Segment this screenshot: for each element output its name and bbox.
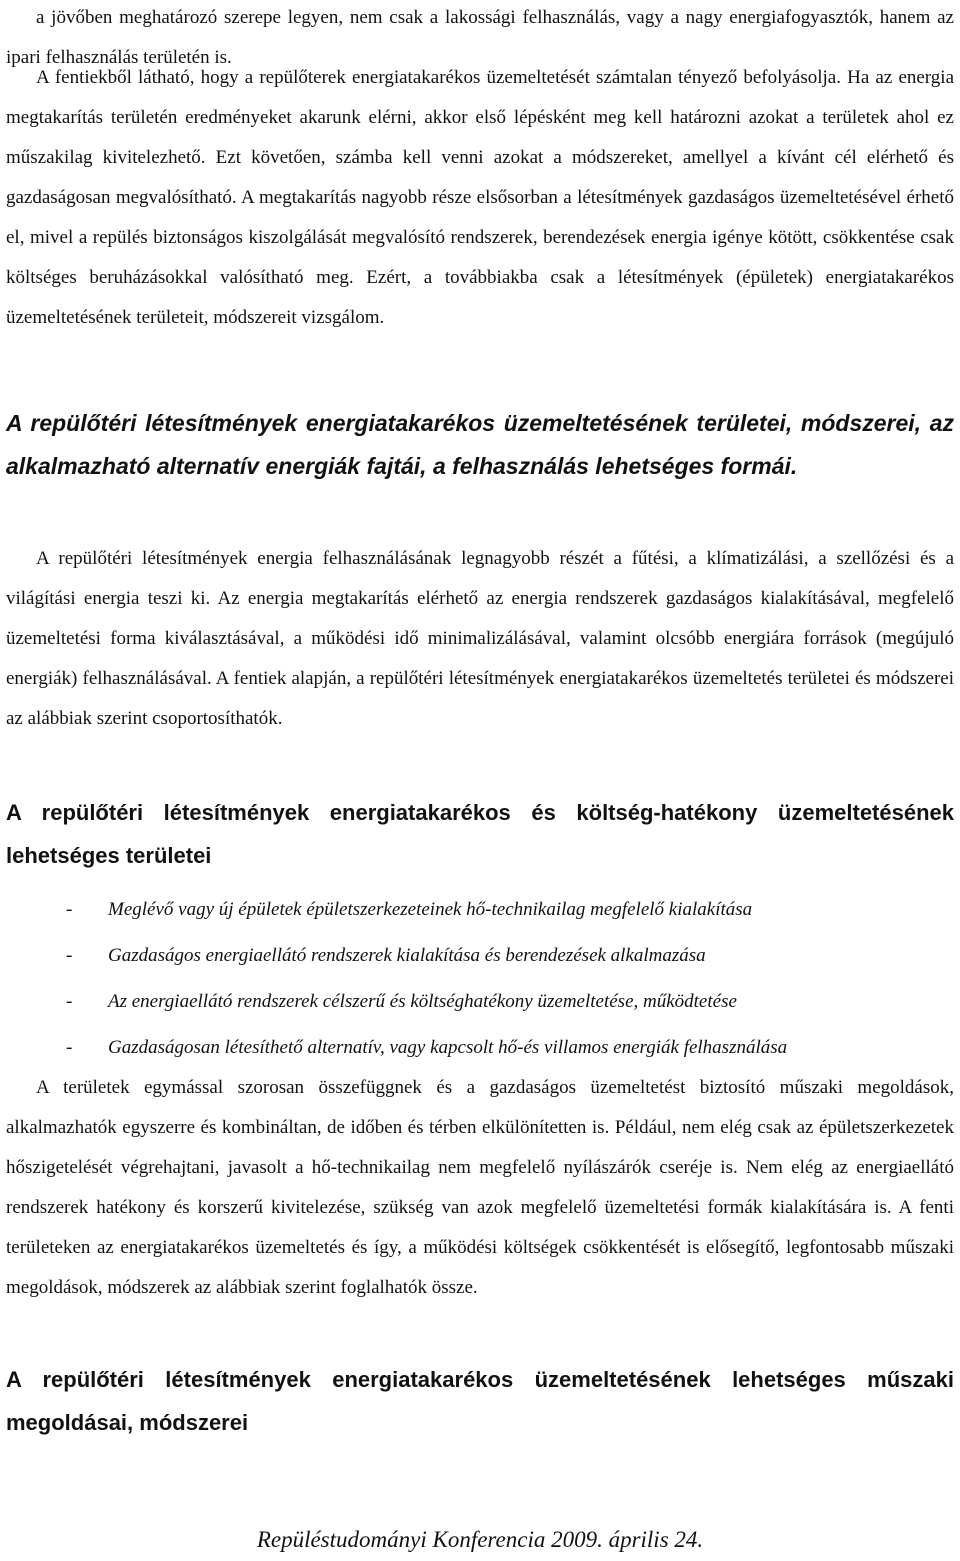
- list-dash: -: [66, 899, 73, 920]
- list-item: [6, 887, 954, 933]
- paragraph-teruletek: A területek egymással szorosan összefüggnek és a gazdaságos üzemeltetést biztosító műszaki megoldások, alkalmazhatók egyszerre és kombináltan, de időben és térben elkülönítetten is. Például, nem elég csak az épületszerkezetek hőszigetelését végrehajtani, javasolt a hő-technikailag nem megfelelő nyílászárók cseréje is. Nem elég az energiaellátó rendszerek hatékony és korszerű kivitelezése, szükség van azok megfelelő üzemeltetési formák kialakítására is. A fenti területeken az energiatakarékos üzemeltetés és így, a működési költségek csökkentését is elősegítő, legfontosabb műszaki megoldások, módszerek az alábbiak szerint foglalhatók össze.: [6, 1077, 954, 1298]
- list-item: [6, 933, 954, 979]
- page-footer: Repüléstudományi Konferencia 2009. április 24.: [256, 1527, 704, 1552]
- list-dash: -: [66, 945, 73, 966]
- list-item-text: Az energiaellátó rendszerek célszerű és költséghatékony üzemeltetése, működtetése: [108, 991, 737, 1012]
- section-heading-megoldasai: A repülőtéri létesítmények energiatakarékos üzemeltetésének lehetséges műszaki megoldásai, módszerei: [6, 1367, 954, 1435]
- list-dash: -: [66, 1037, 73, 1058]
- list-item: [6, 1025, 954, 1071]
- paragraph-energia: A repülőtéri létesítmények energia felhasználásának legnagyobb részét a fűtési, a klímatizálási, a szellőzési és a világítási energia teszi ki. Az energia megtakarítás elérhető az energia rendszerek gazdaságos kialakításával, megfelelő üzemeltetési forma kiválasztásával, a működési idő minimalizálásával, valamint olcsóbb energiára források (megújuló energiák) felhasználásával. A fentiek alapján, a repülőtéri létesítmények energiatakarékos üzemeltetés területei és módszerei az alábbiak szerint csoportosíthatók.: [6, 548, 954, 729]
- section-heading-teruletei: A repülőtéri létesítmények energiatakarékos üzemeltetésének területei, módszerei, az alkalmazható alternatív energiák fajtái, a felhasználás lehetséges formái.: [6, 410, 954, 479]
- areas-list: [6, 887, 954, 1071]
- list-item-text: Gazdaságos energiaellátó rendszerek kialakítása és berendezések alkalmazása: [108, 945, 706, 966]
- section-heading-lehetseges-teruletei: A repülőtéri létesítmények energiatakarékos és költség-hatékony üzemeltetésének lehetséges területei: [6, 800, 954, 868]
- list-dash: -: [66, 991, 73, 1012]
- paragraph-continuation: a jövőben meghatározó szerepe legyen, nem csak a lakossági felhasználás, vagy a nagy energiafogyasztók, hanem az ipari felhasználás területén is.: [6, 7, 954, 68]
- paragraph-fentiekbol: A fentiekből látható, hogy a repülőterek energiatakarékos üzemeltetését számtalan tényező befolyásolja. Ha az energia megtakarítás területén eredményeket akarunk elérni, akkor első lépésként meg kell határozni azokat a területek ahol ez műszakilag kivitelezhető. Ezt követően, számba kell venni azokat a módszereket, amellyel a kívánt cél elérhető és gazdaságosan megvalósítható. A megtakarítás nagyobb része elsősorban a létesítmények gazdaságos üzemeltetésével érhető el, mivel a repülés biztonságos kiszolgálását megvalósító rendszerek, berendezések energia igénye kötött, csökkentése csak költséges beruházásokkal valósítható meg. Ezért, a továbbiakba csak a létesítmények (épületek) energiatakarékos üzemeltetésének területeit, módszereit vizsgálom.: [6, 67, 954, 328]
- list-item-text: Gazdaságosan létesíthető alternatív, vagy kapcsolt hő-és villamos energiák felhasználása: [108, 1037, 788, 1058]
- list-item: [6, 979, 954, 1025]
- list-item-text: Meglévő vagy új épületek épületszerkezeteinek hő-technikailag megfelelő kialakítása: [108, 899, 753, 920]
